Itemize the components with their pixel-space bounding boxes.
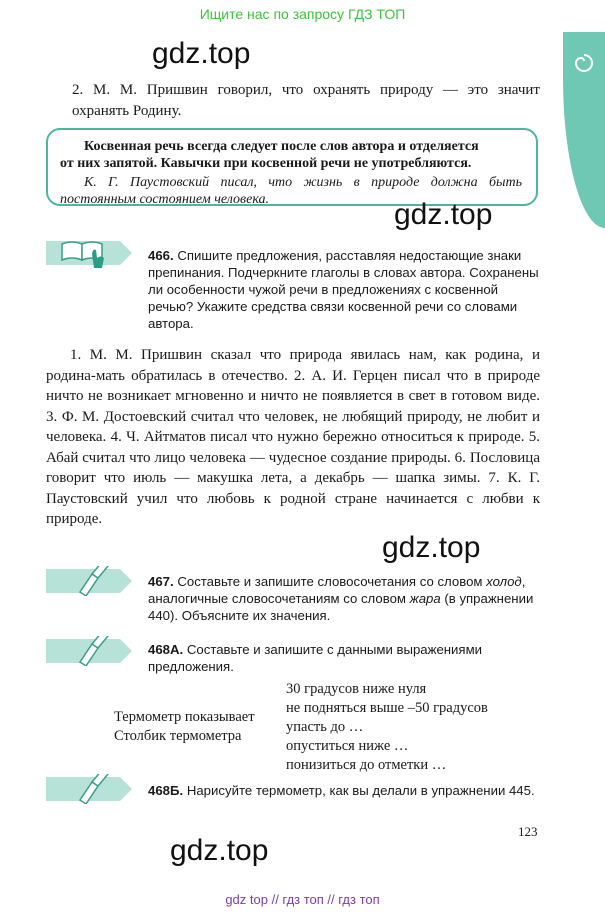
- watermark: gdz.top: [394, 198, 493, 231]
- top-search-hint[interactable]: Ищите нас по запросу ГДЗ ТОП: [199, 6, 406, 22]
- exercise-467-word-1: холод: [486, 574, 522, 589]
- exercise-467-text-c: (в упражнении 440). Объясните их значения.: [148, 591, 534, 623]
- exercise-466-task: [148, 247, 544, 332]
- watermark: gdz.top: [170, 834, 269, 867]
- exercise-466-number: 466.: [148, 248, 174, 263]
- exercise-466-sentences: [46, 345, 540, 530]
- pencil-notebook-icon: [46, 566, 132, 596]
- phrases-right: [286, 680, 488, 775]
- exercise-468a-task: [148, 641, 544, 675]
- exercise-467-task: [148, 573, 544, 624]
- rule-text: [60, 138, 522, 172]
- phrase-right-3: упасть до …: [286, 719, 364, 735]
- exercise-468a-number: 468А.: [148, 642, 184, 657]
- example-sentence-2: 2. М. М. Пришвин говорил, что охранять природу — это значит охранять Родину.: [72, 82, 540, 119]
- exercise-467-number: 467.: [148, 574, 174, 589]
- phrase-right-4: опуститься ниже …: [286, 738, 409, 754]
- rule-line-2: от них запятой. Кавычки при косвенной речи не употребляются.: [60, 156, 472, 171]
- pencil-notebook-icon: [46, 636, 132, 666]
- bottom-links[interactable]: gdz top // гдз топ // гдз топ: [225, 892, 380, 907]
- phrases-left: [114, 708, 255, 746]
- page-number: 123: [518, 824, 538, 839]
- exercise-467-text-a: Составьте и запишите словосочетания со словом: [177, 574, 483, 589]
- rule-line-1: Косвенная речь всегда следует после слов автора и отделяется: [84, 139, 479, 154]
- exercise-468b-number: 468Б.: [148, 783, 184, 798]
- watermark: gdz.top: [382, 531, 481, 564]
- exercise-467-word-2: жара: [409, 591, 441, 606]
- exercise-466-text: Спишите предложения, расставляя недостающие знаки препинания. Подчеркните глаголы в словах автора. Сохранены ли особенности чужой речи в предложениях с косвенной речью? Укажите средства связи косвенной речи со словами автора.: [148, 248, 539, 331]
- phrase-right-5: понизиться до отметки …: [286, 757, 447, 773]
- phrase-left-1: Термометр показывает: [114, 709, 255, 725]
- exercise-468b-text: Нарисуйте термометр, как вы делали в упражнении 445.: [186, 783, 535, 798]
- phrase-right-1: 30 градусов ниже нуля: [286, 681, 427, 697]
- exercise-467-text-b: , аналогичные словосочетаниям со словом: [148, 574, 526, 606]
- rule-box: [46, 128, 538, 206]
- swirl-icon: [573, 52, 595, 74]
- book-hand-icon: [46, 238, 132, 268]
- exercise-468a-text: Составьте и запишите с данными выражениями предложения.: [148, 642, 483, 674]
- phrase-right-2: не подняться выше –50 градусов: [286, 700, 488, 716]
- pencil-notebook-icon: [46, 774, 132, 804]
- sentences-text: 1. М. М. Пришвин сказал что природа явилась нам, как родина, и родина-мать обратилась в отечество. 2. А. И. Герцен писал что в природе ничто не возникает мгновенно и ничто не появляется в свет в готовом виде. 3. Ф. М. Достоевский считал что человек, не любящий природу, не любит и человека. 4. Ч. Айтматов писал что нужно бережно относиться к природе. 5. Абай считал что лицо человека — чудесное создание природы. 6. Пословица говорит что июль — макушка лета, а декабрь — шапка зимы. 7. К. Г. Паустовский учил что любовь к родной стране начинается с любви к природе.: [46, 347, 540, 527]
- watermark: gdz.top: [152, 37, 251, 70]
- exercise-468b-task: [148, 782, 544, 799]
- phrase-left-2: Столбик термометра: [114, 728, 242, 744]
- rule-example: К. Г. Паустовский писал, что жизнь в природе должна быть постоянным состоянием человека.: [60, 175, 522, 207]
